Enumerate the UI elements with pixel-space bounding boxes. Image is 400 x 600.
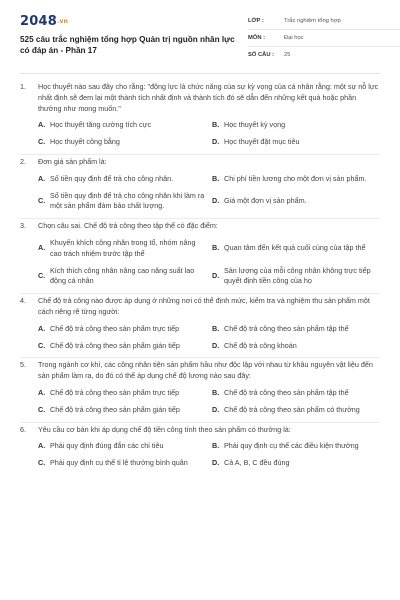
option-text: Chi phí tiền lương cho một đơn vị sản phẩm. — [224, 173, 367, 183]
meta-label: LỚP : — [248, 17, 264, 24]
question-line — [20, 221, 380, 232]
answer-option[interactable] — [38, 191, 206, 213]
option-letter: A. — [38, 441, 46, 451]
option-letter: A. — [38, 243, 46, 253]
meta-table — [248, 13, 400, 64]
option-text: Học thuyết công bằng — [50, 137, 120, 147]
answer-options — [38, 441, 380, 469]
option-text: Chế độ trả công theo sản phẩm gián tiếp — [50, 340, 180, 350]
question-item — [20, 423, 380, 475]
doc-title: 525 câu trắc nghiệm tổng hợp Quản trị nguồn nhân lực có đáp án - Phần 17 — [20, 35, 235, 56]
meta-row-class — [248, 13, 400, 30]
option-text: Số tiền quy định để trả cho công nhân khi làm ra một sản phẩm đảm bảo chất lượng. — [50, 190, 205, 211]
question-number: 3. — [20, 221, 26, 231]
question-line — [20, 296, 380, 318]
question-number: 6. — [20, 424, 26, 434]
option-letter: B. — [212, 120, 220, 130]
question-item — [20, 358, 380, 422]
meta-row-count — [248, 47, 400, 64]
question-text: Chọn câu sai. Chế độ trả công theo tập thể có đặc điểm: — [38, 221, 218, 231]
option-text: Quan tâm đến kết quả cuối cùng của tập thể — [224, 243, 366, 253]
answer-option[interactable] — [212, 238, 380, 260]
option-letter: C. — [38, 458, 46, 468]
option-text: Học thuyết đặt mục tiêu — [224, 137, 300, 147]
answer-option[interactable] — [38, 341, 206, 352]
option-text: Chế độ trả công theo sản phẩm tập thể — [224, 323, 349, 333]
answer-option[interactable] — [212, 191, 380, 213]
answer-option[interactable] — [212, 324, 380, 335]
answer-option[interactable] — [38, 137, 206, 148]
option-letter: A. — [38, 120, 46, 130]
question-number: 1. — [20, 82, 26, 91]
answer-options — [38, 238, 380, 287]
option-text: Chế độ trả công theo sản phẩm gián tiếp — [50, 404, 180, 414]
option-letter: C. — [38, 195, 46, 205]
option-letter: C. — [38, 404, 46, 414]
answer-options — [38, 324, 380, 352]
option-text: Chế độ trả công khoán — [224, 340, 297, 350]
question-text: Đơn giá sản phẩm là: — [38, 156, 107, 166]
option-text: Chế độ trả công theo sản phẩm trực tiếp — [50, 387, 180, 397]
answer-option[interactable] — [212, 120, 380, 131]
answer-option[interactable] — [38, 174, 206, 185]
logo-main-text: 2048 — [20, 14, 57, 29]
option-text: Cả A, B, C đều đúng — [224, 458, 290, 468]
option-letter: B. — [212, 387, 220, 397]
header — [20, 12, 380, 68]
option-text: Học thuyết kỳ vọng — [224, 120, 286, 130]
option-text: Kích thích công nhân nâng cao năng suất lao động cá nhân — [50, 265, 195, 286]
option-letter: D. — [212, 195, 220, 205]
meta-label: SỐ CÂU : — [248, 52, 275, 59]
answer-option[interactable] — [38, 266, 206, 288]
option-letter: B. — [212, 173, 220, 183]
option-text: Giá một đơn vị sản phẩm. — [224, 195, 307, 205]
question-item — [20, 294, 380, 358]
option-text: Phải quy định đúng đắn các chỉ tiêu — [50, 441, 164, 451]
question-text: Chế độ trả công nào được áp dụng ở những nơi có thể định mức, kiểm tra và nghiệm thu sản phẩm một cách riêng rẽ từng người: — [38, 296, 370, 316]
answer-options — [38, 388, 380, 416]
option-letter: D. — [212, 270, 220, 280]
answer-option[interactable] — [38, 441, 206, 452]
meta-value: Trắc nghiệm tổng hợp — [284, 17, 341, 24]
meta-value: 25 — [284, 52, 291, 59]
option-letter: D. — [212, 458, 220, 468]
option-text: Số tiền quy định để trả cho công nhân. — [50, 173, 174, 183]
question-item — [20, 80, 380, 155]
answer-option[interactable] — [38, 405, 206, 416]
answer-options — [38, 174, 380, 212]
answer-option[interactable] — [212, 266, 380, 288]
header-divider — [20, 73, 380, 74]
meta-value: Đại học — [284, 34, 304, 41]
option-text: Phải quy định cụ thể tỉ lệ thưởng bình quân — [50, 458, 188, 468]
answer-option[interactable] — [212, 458, 380, 469]
question-item — [20, 219, 380, 294]
answer-options — [38, 120, 380, 148]
option-letter: D. — [212, 404, 220, 414]
option-letter: B. — [212, 323, 220, 333]
question-text: Trong ngành cơ khí, các công nhân tiện sản phẩm hầu như độc lập với nhau từ khâu nguyên vật liệu đến sản phẩm làm ra, do đó có thể áp dụng chế độ lương nào sau đây: — [38, 360, 373, 381]
question-text: Yêu cầu cơ bản khi áp dụng chế độ tiền công tính theo sản phẩm có thưởng là: — [38, 424, 291, 434]
answer-option[interactable] — [38, 238, 206, 260]
answer-option[interactable] — [212, 174, 380, 185]
question-item — [20, 155, 380, 219]
option-text: Khuyến khích công nhân trong tổ, nhóm nâng cao trách nhiệm trước tập thể — [50, 237, 196, 258]
option-text: Chế độ trả công theo sản phẩm có thưởng — [224, 404, 360, 414]
option-letter: D. — [212, 137, 220, 147]
question-number: 4. — [20, 296, 26, 306]
answer-option[interactable] — [212, 405, 380, 416]
answer-option[interactable] — [212, 341, 380, 352]
question-list — [20, 80, 380, 475]
option-letter: A. — [38, 173, 46, 183]
question-text: Học thuyết nào sau đây cho rằng: "động lực là chức năng của sự kỳ vọng của cá nhân rằng: một sự nỗ lực nhất định sẽ đem lại một thành tích nhất định và thành tích đó sẽ dẫn đến những kết quả hoặc phần thưởng như mong muốn." — [38, 82, 379, 113]
question-line — [20, 360, 380, 382]
option-text: Sản lượng của mỗi công nhân không trực tiếp quyết định tiền công của họ — [224, 265, 371, 286]
option-letter: B. — [212, 441, 220, 451]
option-letter: C. — [38, 137, 46, 147]
option-letter: C. — [38, 340, 46, 350]
meta-row-subject — [248, 30, 400, 47]
question-line — [20, 425, 380, 436]
answer-option[interactable] — [38, 324, 206, 335]
option-text: Chế độ trả công theo sản phẩm trực tiếp — [50, 323, 180, 333]
answer-option[interactable] — [212, 137, 380, 148]
question-number: 2. — [20, 156, 26, 166]
answer-option[interactable] — [38, 388, 206, 399]
option-text: Chế độ trả công theo sản phẩm tập thể — [224, 387, 349, 397]
option-text: Phải quy định cụ thể các điều kiện thưởng — [224, 441, 359, 451]
question-number: 5. — [20, 360, 26, 370]
option-letter: A. — [38, 323, 46, 333]
meta-label: MÔN : — [248, 34, 266, 41]
logo-suffix-text: .vn — [56, 18, 69, 25]
answer-option[interactable] — [38, 458, 206, 469]
question-line — [20, 157, 380, 168]
answer-option[interactable] — [212, 441, 380, 452]
option-letter: D. — [212, 340, 220, 350]
option-text: Học thuyết tăng cường tích cực — [50, 120, 152, 130]
option-letter: C. — [38, 270, 46, 280]
answer-option[interactable] — [38, 120, 206, 131]
option-letter: B. — [212, 243, 220, 253]
answer-option[interactable] — [212, 388, 380, 399]
question-line — [20, 82, 380, 114]
option-letter: A. — [38, 387, 46, 397]
